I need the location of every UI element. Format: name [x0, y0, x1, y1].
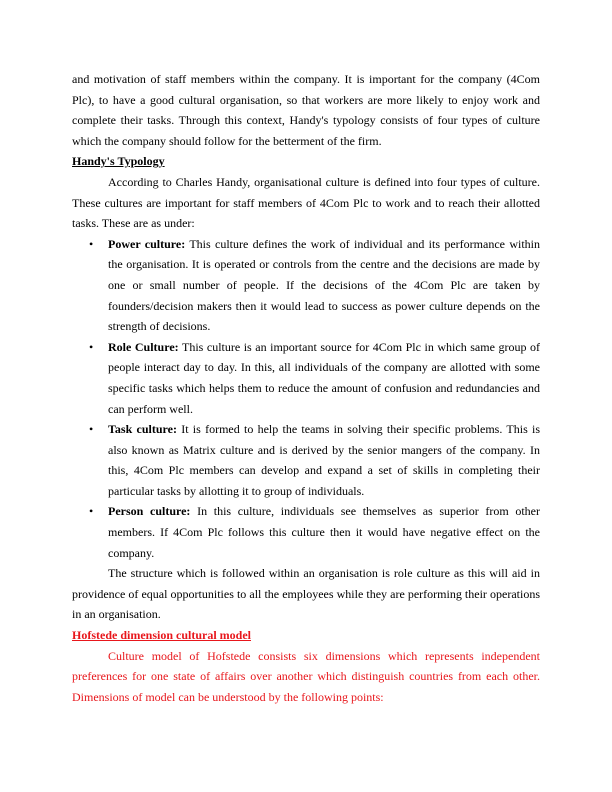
- bullet-icon: •: [89, 422, 94, 437]
- culture-term: Person culture:: [108, 504, 191, 519]
- culture-term: Power culture:: [108, 236, 186, 251]
- culture-description: It is formed to help the teams in solving their specific problems. This is also known as Matrix culture and is derived by the senior mangers of the company. In this, 4Com Plc members can develop and expand a set of skills in completing their particular tasks by allotting it to group of individuals.: [108, 422, 541, 498]
- intro-paragraph: and motivation of staff members within the company. It is important for the company (4Com Plc), to have a good cultural organisation, so that workers are more likely to enjoy work and complete their tasks. Through this context, Handy's typology consists of four types of culture which the company should follow for the betterment of the firm.: [72, 72, 540, 148]
- list-item: [72, 501, 540, 563]
- bullet-icon: •: [89, 339, 94, 354]
- culture-term: Role Culture:: [108, 339, 179, 354]
- culture-description: In this culture, individuals see themselves as superior from other members. If 4Com Plc follows this culture then it would have negative effect on the company.: [108, 504, 540, 560]
- list-item: [72, 419, 540, 501]
- culture-types-list: [72, 234, 540, 564]
- bullet-icon: •: [89, 504, 94, 519]
- handy-intro-paragraph: According to Charles Handy, organisational culture is defined into four types of culture. These cultures are important for staff members of 4Com Plc to work and to reach their allotted tasks. These are as under:: [72, 174, 540, 231]
- list-item: [72, 337, 540, 419]
- document-body: [72, 69, 540, 707]
- hofstede-heading: Hofstede dimension cultural model: [72, 628, 251, 643]
- handy-typology-heading: Handy's Typology: [72, 154, 165, 169]
- list-item: [72, 234, 540, 337]
- culture-description: This culture defines the work of individual and its performance within the organisation. It is operated or controls from the centre and the decisions are made by one or small number of people. If the decisions of the 4Com Plc are taken by founders/decision makers then it would lead to success as power culture depends on the strength of decisions.: [108, 236, 540, 334]
- culture-term: Task culture:: [108, 422, 177, 437]
- bullet-icon: •: [89, 236, 94, 251]
- hofstede-intro-paragraph: Culture model of Hofstede consists six dimensions which represents independent preferences for one state of affairs over another which distinguish countries from each other. Dimensions of model can be understood by the following points:: [72, 648, 540, 704]
- culture-description: This culture is an important source for 4Com Plc in which same group of people interact day to day. In this, all individuals of the company are allotted with some specific tasks which helps them to reduce the amount of confusion and redundancies and can perform well.: [108, 339, 540, 416]
- handy-conclusion-paragraph: The structure which is followed within an organisation is role culture as this will aid in providence of equal opportunities to all the employees while they are performing their operations in an organisation.: [72, 566, 540, 622]
